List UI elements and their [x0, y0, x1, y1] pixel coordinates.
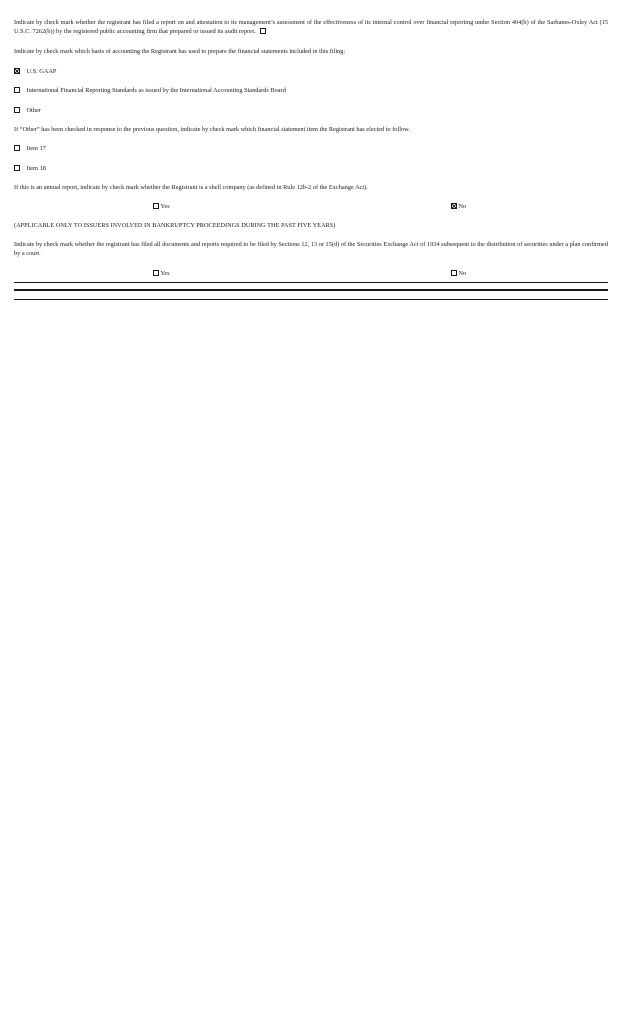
shell-company-question: If this is an annual report, indicate by check mark whether the Registrant is a shell company (as defined in Rule 12b-2 of the Exchange Act). [14, 184, 368, 191]
basis-option-ifrs[interactable] [14, 86, 286, 95]
shell-company-no-checkbox[interactable] [451, 203, 457, 209]
item-17-option[interactable] [14, 144, 46, 153]
accounting-basis-question: Indicate by check mark which basis of accounting the Registrant has used to prepare the financial statements included in this filing: [14, 48, 346, 55]
other-label: Other [26, 107, 41, 114]
shell-company-no-option[interactable] [451, 202, 466, 211]
ifrs-checkbox[interactable] [14, 87, 20, 93]
item-17-checkbox[interactable] [14, 145, 20, 151]
section-divider-thin [14, 282, 608, 283]
item-17-label: Item 17 [26, 145, 46, 152]
section-divider-thick [14, 289, 608, 291]
shell-company-yes-checkbox[interactable] [153, 203, 159, 209]
bankruptcy-yes-label: Yes [160, 270, 170, 277]
shell-company-no-label: No [458, 203, 467, 210]
item-18-option[interactable] [14, 164, 46, 173]
us-gaap-label: U.S. GAAP [26, 68, 57, 75]
shell-company-yes-option[interactable] [153, 202, 170, 211]
basis-option-us-gaap[interactable] [14, 67, 56, 76]
us-gaap-checkbox[interactable] [14, 68, 20, 74]
other-followup-question: If “Other” has been checked in response to the previous question, indicate by check mark which financial statement item the Registrant has elected to follow. [14, 126, 410, 133]
icfr-attestation-checkbox[interactable] [260, 28, 266, 34]
bankruptcy-no-option[interactable] [451, 269, 466, 278]
shell-company-yes-label: Yes [160, 203, 170, 210]
item-18-label: Item 18 [26, 165, 46, 172]
bankruptcy-no-checkbox[interactable] [451, 270, 457, 276]
bankruptcy-question: Indicate by check mark whether the registrant has filed all documents and reports required to be filed by Sections 12, 13 or 15(d) of the Securities Exchange Act of 1934 subsequent to the distribution of securities under a plan confirmed by a court. [14, 241, 608, 258]
basis-option-other[interactable] [14, 106, 41, 115]
icfr-attestation-text: Indicate by check mark whether the registrant has filed a report on and attestation to its management’s assessment of the effectiveness of its internal control over financial reporting under Section 404(b) of the Sarbanes-Oxley Act (15 U.S.C. 7262(b)) by the registered public accounting firm that prepared or issued its audit report. [14, 19, 608, 36]
icfr-attestation-question [14, 18, 608, 36]
bankruptcy-heading: (APPLICABLE ONLY TO ISSUERS INVOLVED IN BANKRUPTCY PROCEEDINGS DURING THE PAST FIVE YEARS) [14, 222, 336, 229]
bankruptcy-yes-option[interactable] [153, 269, 170, 278]
other-checkbox[interactable] [14, 107, 20, 113]
bankruptcy-no-label: No [458, 270, 467, 277]
ifrs-label: International Financial Reporting Standards as issued by the International Accounting Standards Board [26, 87, 286, 94]
section-divider-bottom [14, 299, 608, 300]
item-18-checkbox[interactable] [14, 165, 20, 171]
bankruptcy-yes-checkbox[interactable] [153, 270, 159, 276]
